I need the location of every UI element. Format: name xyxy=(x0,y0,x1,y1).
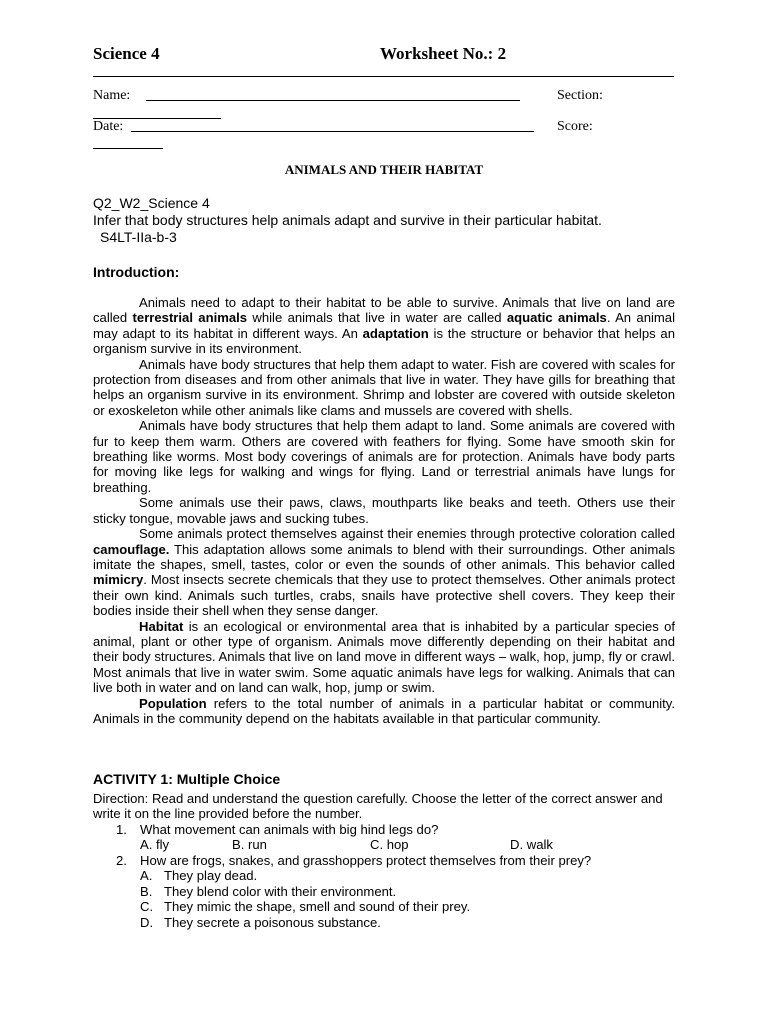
competency-text: Infer that body structures help animals adapt and survive in their particular habitat. xyxy=(93,212,602,228)
date-field[interactable] xyxy=(131,117,534,132)
name-field[interactable] xyxy=(146,86,520,101)
worksheet-header xyxy=(93,44,673,66)
activity-direction: Direction: Read and understand the question carefully. Choose the letter of the correct answer and write it on the line provided before the number. xyxy=(93,791,663,822)
option-b[interactable]: B. They blend color with their environment. xyxy=(140,884,397,899)
choice-d[interactable]: D. walk xyxy=(510,837,553,852)
introduction-body xyxy=(93,295,675,726)
subject-title: Science 4 xyxy=(93,44,160,63)
choice-a[interactable]: A. fly xyxy=(140,837,170,852)
choice-c[interactable]: C. hop xyxy=(370,837,409,852)
option-d[interactable]: D. They secrete a poisonous substance. xyxy=(140,915,381,930)
intro-paragraph-5: Some animals protect themselves against their enemies through protective coloration called camouflage. This adaptation allows some animals to blend with their surroundings. Other animals imitate the shapes, smell, tastes, color or even the sounds of other animals. This behavior called mimicry. Most insects secrete chemicals that they use to protect themselves. Other animals protect their own kind. Animals such turtles, crabs, snails have protective shell covers. They keep their bodies inside their shell when they sense danger. xyxy=(93,526,675,619)
option-c[interactable]: C. They mimic the shape, smell and sound of their prey. xyxy=(140,899,471,914)
standard-code: S4LT-IIa-b-3 xyxy=(100,229,177,245)
date-label: Date: xyxy=(93,119,124,134)
question-1 xyxy=(116,822,438,837)
activity-heading: ACTIVITY 1: Multiple Choice xyxy=(93,771,281,787)
question-1-choices xyxy=(140,837,660,853)
quarter-code: Q2_W2_Science 4 xyxy=(93,195,210,211)
question-number: 2. xyxy=(116,853,127,868)
score-label: Score: xyxy=(557,119,593,134)
question-text: How are frogs, snakes, and grasshoppers protect themselves from their prey? xyxy=(140,853,592,868)
name-label: Name: xyxy=(93,88,131,103)
introduction-heading: Introduction: xyxy=(93,264,180,280)
option-a[interactable]: A. They play dead. xyxy=(140,868,258,883)
section-label: Section: xyxy=(557,88,603,103)
worksheet-number: Worksheet No.: 2 xyxy=(380,44,507,63)
choice-b[interactable]: B. run xyxy=(232,837,267,852)
intro-paragraph-2: Animals have body structures that help them adapt to water. Fish are covered with scales for protection from diseases and from other animals that live in water. They have gills for breathing that helps an organism survive in its environment. Shrimp and lobster are covered with outside skeleton or exoskeleton while other animals like clams and mussels are covered with shells. xyxy=(93,356,675,418)
intro-paragraph-7: Population refers to the total number of animals in a particular habitat or community. Animals in the community depend on the habitats available in that particular community. xyxy=(93,695,675,726)
question-2 xyxy=(116,853,591,868)
intro-paragraph-6: Habitat is an ecological or environmental area that is inhabited by a particular species of animal, plant or other type of organism. Animals move differently depending on their habitat and their body structures. Animals that live on land move in different ways – walk, hop, jump, fly or crawl. Most animals that live in water swim. Some aquatic animals have legs for walking. Animals that can live both in water and on land can walk, hop, jump or swim. xyxy=(93,618,675,696)
intro-paragraph-4: Some animals use their paws, claws, mouthparts like beaks and teeth. Others use their sticky tongue, movable jaws and sucking tubes. xyxy=(93,495,675,526)
intro-paragraph-3: Animals have body structures that help them adapt to land. Some animals are covered with fur to keep them warm. Others are covered with feathers for flying. Some have smooth skin for breathing like worms. Most body coverings of animals are for protection. Animals have body parts for moving like legs for walking and wings for flying. Land or terrestrial animals have lungs for breathing. xyxy=(93,418,675,495)
score-field[interactable] xyxy=(93,136,163,149)
intro-paragraph-1: Animals need to adapt to their habitat to be able to survive. Animals that live on land are called terrestrial animals while animals that live in water are called aquatic animals. An animal may adapt to its habitat in different ways. An adaptation is the structure or behavior that helps an organism survive in its environment. xyxy=(93,295,676,357)
worksheet-title: ANIMALS AND THEIR HABITAT xyxy=(284,162,484,177)
question-number: 1. xyxy=(116,822,127,837)
competency-block xyxy=(93,195,683,246)
header-divider xyxy=(93,76,674,77)
question-text: What movement can animals with big hind legs do? xyxy=(140,822,439,837)
